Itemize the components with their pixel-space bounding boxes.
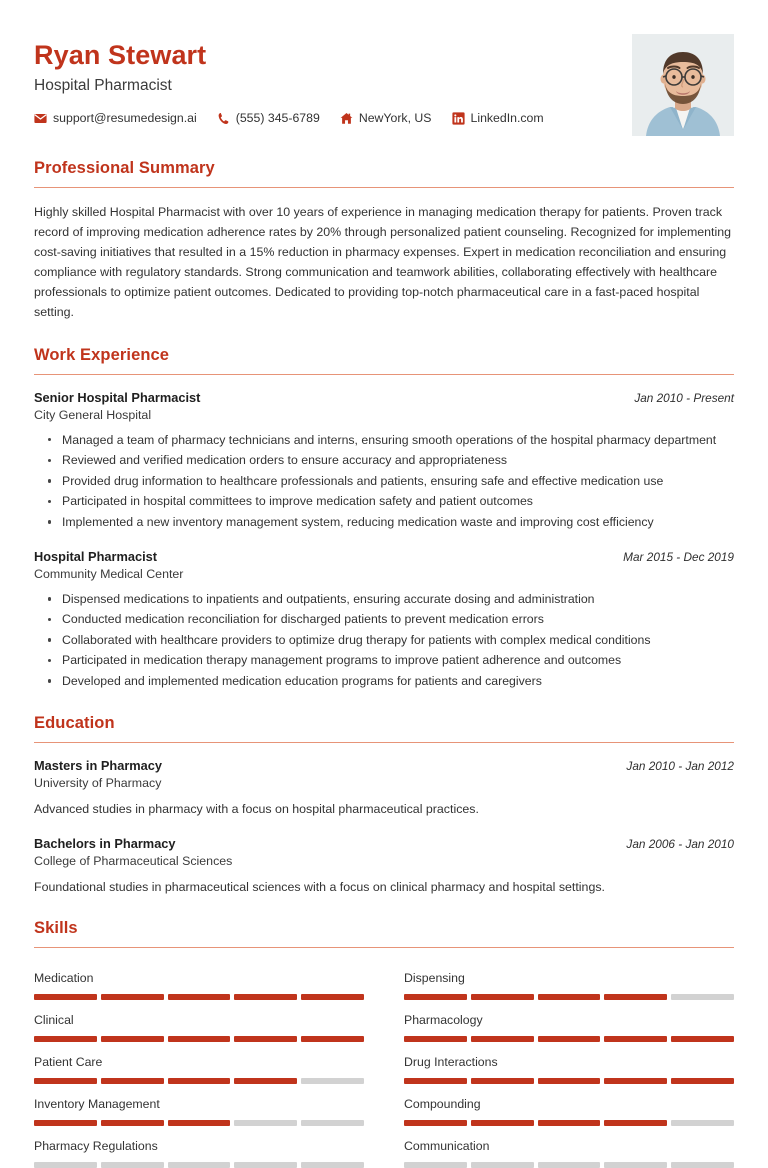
contact-linkedin[interactable] <box>452 111 544 125</box>
skill-label: Compounding <box>404 1097 481 1112</box>
experience-entry <box>34 390 734 532</box>
contact-phone[interactable] <box>217 111 320 125</box>
entry-date: Jan 2010 - Jan 2012 <box>626 759 734 774</box>
entry-header <box>34 549 734 564</box>
contact-linkedin-label: LinkedIn.com <box>470 111 544 126</box>
home-icon <box>340 112 353 125</box>
entry-date: Mar 2015 - Dec 2019 <box>623 549 734 564</box>
skill-item <box>34 1126 364 1168</box>
contact-row <box>34 111 544 125</box>
entry-degree: Bachelors in Pharmacy <box>34 835 176 851</box>
avatar <box>632 34 734 136</box>
contact-phone-label: (555) 345-6789 <box>235 111 320 126</box>
contact-location-label: NewYork, US <box>358 111 432 126</box>
skill-level-segment <box>538 1162 601 1168</box>
entry-header <box>34 758 734 773</box>
skill-label: Patient Care <box>34 1055 103 1070</box>
education-entry <box>34 836 734 897</box>
skill-item <box>34 1084 364 1126</box>
skill-item <box>404 1084 734 1126</box>
skills-grid <box>34 958 734 1168</box>
section-title: Work Experience <box>34 345 170 364</box>
header-identity <box>34 34 544 125</box>
entry-description: Foundational studies in pharmaceutical sciences with a focus on clinical pharmacy and hospital settings. <box>34 879 605 894</box>
skill-level-segment <box>671 1162 734 1168</box>
section-title: Education <box>34 714 115 733</box>
list-item: Collaborated with healthcare providers to optimize drug therapy for patients with complex medical conditions <box>60 631 734 650</box>
skill-label: Pharmacology <box>404 1013 483 1028</box>
experience-entries <box>34 390 734 691</box>
skill-level-segment <box>168 1162 231 1168</box>
skill-level-bar <box>34 1162 364 1168</box>
contact-location[interactable] <box>340 111 432 125</box>
section-title: Skills <box>34 919 78 938</box>
section-divider <box>34 374 734 375</box>
skill-item <box>34 1000 364 1042</box>
list-item: Dispensed medications to inpatients and outpatients, ensuring accurate dosing and administration <box>60 590 734 609</box>
skill-label: Clinical <box>34 1013 74 1028</box>
linkedin-icon <box>452 112 465 125</box>
envelope-icon <box>34 112 47 125</box>
education-entries <box>34 758 734 896</box>
entry-institution: College of Pharmaceutical Sciences <box>34 853 233 868</box>
list-item: Provided drug information to healthcare professionals and patients, ensuring safe and effective medication use <box>60 472 734 491</box>
skill-label: Dispensing <box>404 971 465 986</box>
skill-item <box>404 1126 734 1168</box>
list-item: Managed a team of pharmacy technicians and interns, ensuring smooth operations of the hospital pharmacy department <box>60 431 734 450</box>
skill-label: Drug Interactions <box>404 1055 498 1070</box>
entry-description: Advanced studies in pharmacy with a focus on hospital pharmaceutical practices. <box>34 802 479 817</box>
entry-organization: Community Medical Center <box>34 566 184 581</box>
experience-entry <box>34 549 734 691</box>
skill-level-segment <box>471 1162 534 1168</box>
skill-label: Communication <box>404 1139 490 1154</box>
section-professional-summary <box>34 159 734 323</box>
entry-role: Hospital Pharmacist <box>34 548 158 564</box>
entry-header <box>34 390 734 405</box>
skill-level-bar <box>404 1162 734 1168</box>
skill-item <box>404 958 734 1000</box>
section-skills <box>34 919 734 1168</box>
skill-item <box>34 1042 364 1084</box>
candidate-name: Ryan Stewart <box>34 40 207 70</box>
entry-bullet-list <box>34 590 734 691</box>
education-entry <box>34 758 734 819</box>
list-item: Conducted medication reconciliation for discharged patients to prevent medication errors <box>60 610 734 629</box>
entry-institution: University of Pharmacy <box>34 776 162 791</box>
skill-label: Medication <box>34 971 94 986</box>
entry-bullet-list <box>34 431 734 532</box>
skill-item <box>404 1042 734 1084</box>
contact-email[interactable] <box>34 111 197 125</box>
contact-email-label: support@resumedesign.ai <box>53 111 197 126</box>
list-item: Participated in hospital committees to improve medication safety and patient outcomes <box>60 492 734 511</box>
skill-level-segment <box>34 1162 97 1168</box>
phone-icon <box>217 112 230 125</box>
skill-level-segment <box>404 1162 467 1168</box>
entry-date: Jan 2010 - Present <box>634 390 734 405</box>
entry-degree: Masters in Pharmacy <box>34 758 163 774</box>
skill-level-segment <box>301 1162 364 1168</box>
skill-label: Pharmacy Regulations <box>34 1139 158 1154</box>
entry-header <box>34 836 734 851</box>
skill-item <box>34 958 364 1000</box>
section-education <box>34 714 734 896</box>
candidate-job-title: Hospital Pharmacist <box>34 77 172 95</box>
list-item: Implemented a new inventory management system, reducing medication waste and improving cost efficiency <box>60 513 734 532</box>
resume-header <box>34 34 734 136</box>
entry-role: Senior Hospital Pharmacist <box>34 389 201 405</box>
skill-level-segment <box>604 1162 667 1168</box>
list-item: Participated in medication therapy management programs to improve patient adherence and outcomes <box>60 651 734 670</box>
list-item: Reviewed and verified medication orders to ensure accuracy and appropriateness <box>60 451 734 470</box>
entry-date: Jan 2006 - Jan 2010 <box>626 836 734 851</box>
skill-level-segment <box>101 1162 164 1168</box>
summary-text: Highly skilled Hospital Pharmacist with over 10 years of experience in managing medication therapy for patients. Proven track record of improving medication adherence rates by 20% through personalized patient counseling. Recognized for implementing cost-saving initiatives that resulted in a 15% reduction in pharmacy expenses. Expert in medication reconciliation and ensuring compliance with regulatory standards. Strong communication and teamwork abilities, collaborating effectively with healthcare professionals to optimize patient outcomes. Dedicated to providing top-notch pharmaceutical care in a fast-paced hospital setting. <box>34 205 732 320</box>
section-divider <box>34 947 734 948</box>
skill-label: Inventory Management <box>34 1097 160 1112</box>
section-work-experience <box>34 346 734 691</box>
list-item: Developed and implemented medication education programs for patients and caregivers <box>60 672 734 691</box>
section-divider <box>34 742 734 743</box>
section-title: Professional Summary <box>34 159 215 177</box>
section-divider <box>34 187 734 188</box>
skill-item <box>404 1000 734 1042</box>
skill-level-segment <box>234 1162 297 1168</box>
entry-organization: City General Hospital <box>34 407 152 422</box>
